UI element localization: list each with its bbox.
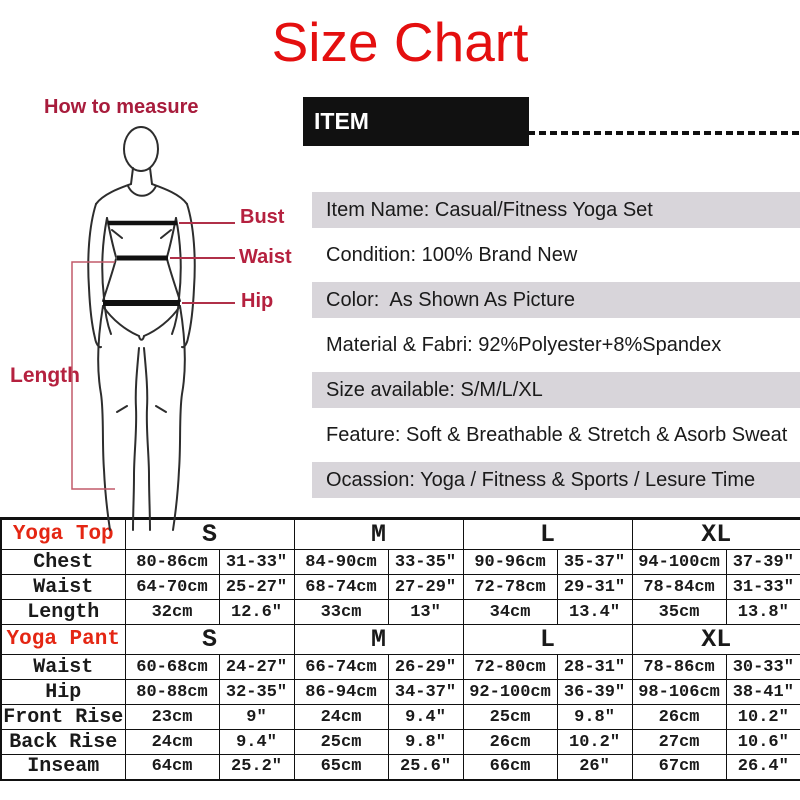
table-row	[1, 600, 800, 625]
value-cm: 78-84cm	[632, 575, 726, 600]
measure-label-hip: Hip	[241, 290, 274, 312]
value-cm: 94-100cm	[632, 550, 726, 575]
section-name: Yoga Pant	[1, 625, 125, 655]
value-cm: 23cm	[125, 705, 219, 730]
value-inch: 9″	[219, 705, 294, 730]
size-header: M	[294, 519, 463, 550]
value-cm: 68-74cm	[294, 575, 388, 600]
table-section-header-row	[1, 519, 800, 550]
value-inch: 10.6″	[726, 730, 800, 755]
value-inch: 13″	[388, 600, 463, 625]
measure-label-length: Length	[10, 364, 80, 387]
measure-label-bust: Bust	[240, 206, 285, 228]
value-cm: 86-94cm	[294, 680, 388, 705]
info-row: Item Name: Casual/Fitness Yoga Set	[312, 192, 800, 228]
value-inch: 25.6″	[388, 755, 463, 780]
info-row: Feature: Soft & Breathable & Stretch & Asorb Sweat	[326, 424, 788, 446]
value-cm: 34cm	[463, 600, 557, 625]
value-cm: 92-100cm	[463, 680, 557, 705]
item-info-rows	[312, 192, 800, 498]
item-information-header: ITEM INFORMATION	[303, 97, 529, 146]
row-label: Waist	[1, 575, 125, 600]
size-header: XL	[632, 519, 800, 550]
value-cm: 67cm	[632, 755, 726, 780]
table-row	[1, 680, 800, 705]
value-inch: 27-29″	[388, 575, 463, 600]
value-inch: 37-39″	[726, 550, 800, 575]
table-row	[1, 575, 800, 600]
size-header: L	[463, 625, 632, 655]
value-inch: 24-27″	[219, 655, 294, 680]
value-inch: 10.2″	[557, 730, 632, 755]
value-inch: 12.6″	[219, 600, 294, 625]
table-row	[1, 705, 800, 730]
info-row: Ocassion: Yoga / Fitness & Sports / Lesure Time	[312, 462, 800, 498]
value-inch: 25.2″	[219, 755, 294, 780]
value-cm: 33cm	[294, 600, 388, 625]
value-cm: 32cm	[125, 600, 219, 625]
row-label: Hip	[1, 680, 125, 705]
value-cm: 72-80cm	[463, 655, 557, 680]
page-title: Size Chart	[271, 11, 529, 73]
value-inch: 9.8″	[388, 730, 463, 755]
value-cm: 66-74cm	[294, 655, 388, 680]
table-row	[1, 655, 800, 680]
value-cm: 24cm	[125, 730, 219, 755]
value-inch: 26-29″	[388, 655, 463, 680]
value-cm: 90-96cm	[463, 550, 557, 575]
value-inch: 28-31″	[557, 655, 632, 680]
value-cm: 26cm	[632, 705, 726, 730]
value-inch: 10.2″	[726, 705, 800, 730]
value-cm: 25cm	[463, 705, 557, 730]
value-inch: 9.4″	[388, 705, 463, 730]
size-header: S	[125, 519, 294, 550]
value-inch: 13.4″	[557, 600, 632, 625]
row-label: Length	[1, 600, 125, 625]
value-cm: 64cm	[125, 755, 219, 780]
value-cm: 26cm	[463, 730, 557, 755]
info-row: Size available: S/M/L/XL	[312, 372, 800, 408]
value-cm: 66cm	[463, 755, 557, 780]
how-to-measure-heading: How to measure	[44, 96, 199, 118]
value-inch: 9.8″	[557, 705, 632, 730]
info-row: Material & Fabri: 92%Polyester+8%Spandex	[326, 334, 722, 356]
value-cm: 84-90cm	[294, 550, 388, 575]
value-cm: 65cm	[294, 755, 388, 780]
value-cm: 80-88cm	[125, 680, 219, 705]
value-inch: 36-39″	[557, 680, 632, 705]
table-row	[1, 550, 800, 575]
value-inch: 35-37″	[557, 550, 632, 575]
size-table	[0, 517, 800, 781]
value-inch: 30-33″	[726, 655, 800, 680]
row-label: Chest	[1, 550, 125, 575]
value-inch: 25-27″	[219, 575, 294, 600]
value-cm: 35cm	[632, 600, 726, 625]
table-row	[1, 755, 800, 780]
measure-label-waist: Waist	[239, 246, 292, 268]
size-header: L	[463, 519, 632, 550]
value-cm: 72-78cm	[463, 575, 557, 600]
row-label: Back Rise	[1, 730, 125, 755]
value-inch: 26″	[557, 755, 632, 780]
value-inch: 9.4″	[219, 730, 294, 755]
dashed-divider	[528, 131, 800, 135]
value-inch: 32-35″	[219, 680, 294, 705]
row-label: Waist	[1, 655, 125, 680]
value-cm: 24cm	[294, 705, 388, 730]
value-inch: 13.8″	[726, 600, 800, 625]
section-name: Yoga Top	[1, 519, 125, 550]
row-label: Inseam	[1, 755, 125, 780]
value-inch: 34-37″	[388, 680, 463, 705]
value-cm: 25cm	[294, 730, 388, 755]
info-row: Condition: 100% Brand New	[326, 244, 578, 266]
value-inch: 31-33″	[726, 575, 800, 600]
table-row	[1, 730, 800, 755]
figure-head	[124, 127, 158, 171]
value-inch: 29-31″	[557, 575, 632, 600]
value-inch: 26.4″	[726, 755, 800, 780]
size-header: XL	[632, 625, 800, 655]
size-table-body	[1, 519, 800, 780]
value-cm: 98-106cm	[632, 680, 726, 705]
size-header: S	[125, 625, 294, 655]
value-cm: 78-86cm	[632, 655, 726, 680]
info-row: Color: As Shown As Picture	[312, 282, 800, 318]
size-header: M	[294, 625, 463, 655]
value-cm: 80-86cm	[125, 550, 219, 575]
value-cm: 64-70cm	[125, 575, 219, 600]
value-inch: 33-35″	[388, 550, 463, 575]
value-inch: 38-41″	[726, 680, 800, 705]
value-cm: 60-68cm	[125, 655, 219, 680]
table-section-header-row	[1, 625, 800, 655]
value-cm: 27cm	[632, 730, 726, 755]
row-label: Front Rise	[1, 705, 125, 730]
value-inch: 31-33″	[219, 550, 294, 575]
